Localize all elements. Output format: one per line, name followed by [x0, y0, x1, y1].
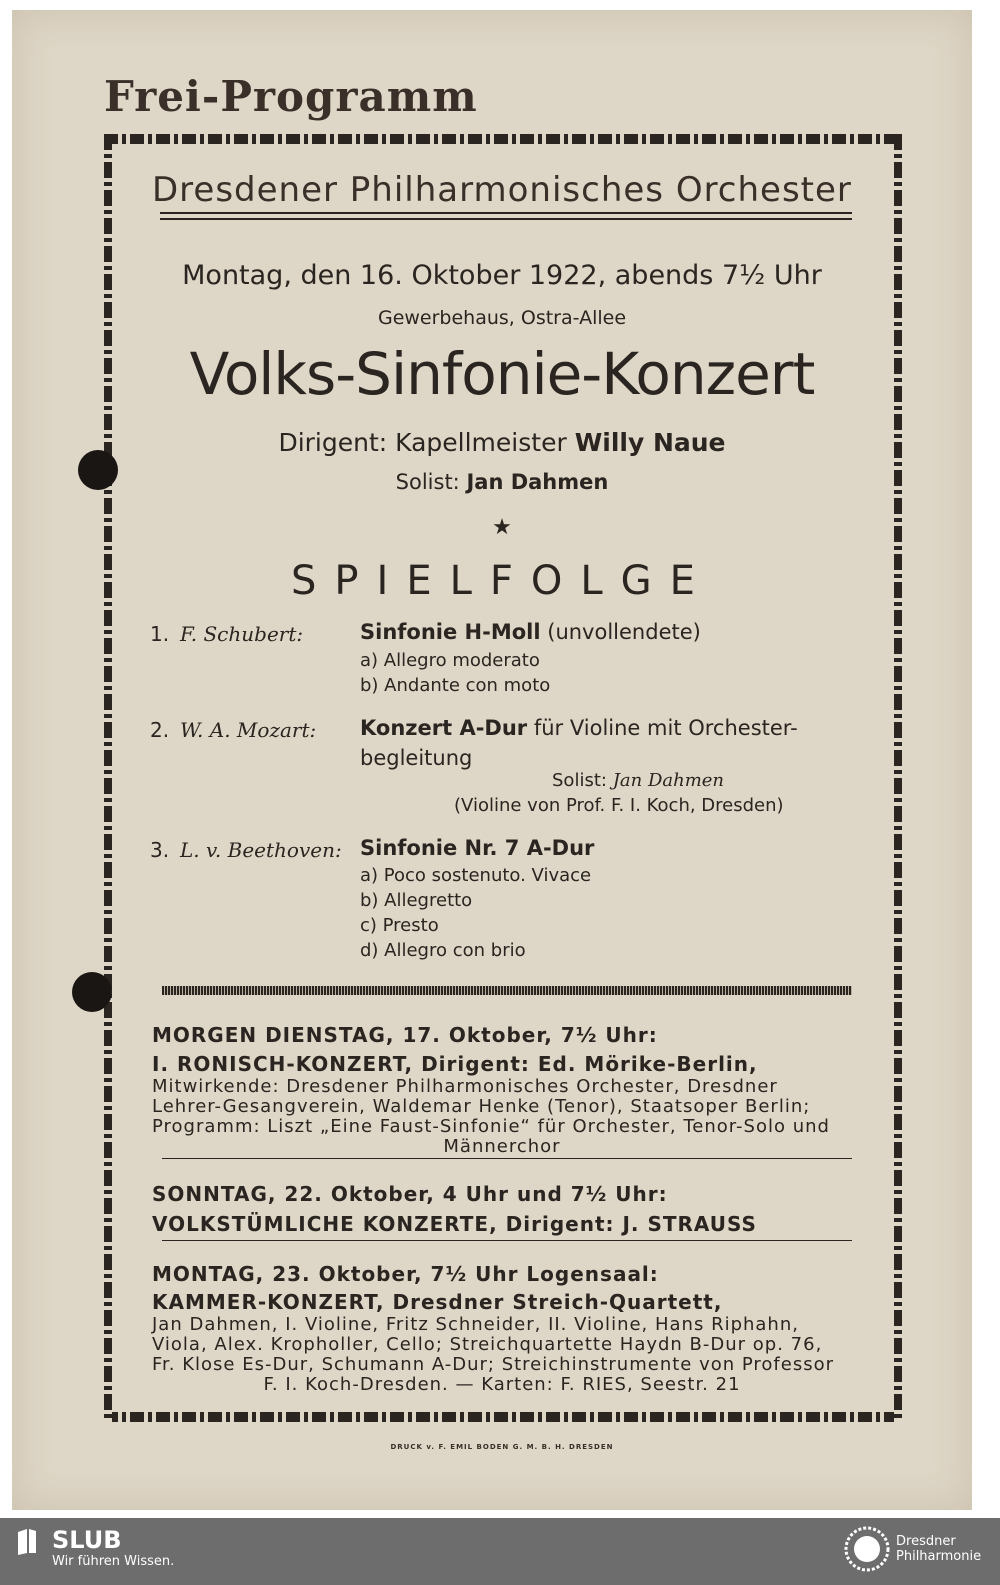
announcement-line: Viola, Alex. Kropholler, Cello; Streichquartette Haydn B-Dur op. 76,	[152, 1334, 823, 1355]
philharmonie-line2: Philharmonie	[896, 1549, 982, 1564]
program-sheet	[12, 10, 972, 1510]
announcement-line: Lehrer-Gesangverein, Waldemar Henke (Tenor), Staatsoper Berlin;	[152, 1096, 811, 1117]
movement: a) Allegro moderato	[360, 650, 540, 671]
announcement-line: VOLKSTÜMLICHE KONZERTE, Dirigent: J. STRAUSS	[152, 1212, 757, 1236]
program-composer: L. v. Beethoven:	[180, 838, 342, 862]
movement: b) Andante con moto	[360, 675, 551, 696]
movement: c) Presto	[360, 915, 439, 936]
orchestra-name: Dresdener Philharmonisches Orchester	[152, 170, 852, 210]
announcement-line: Programm: Liszt „Eine Faust-Sinfonie“ für Orchester, Tenor-Solo und	[152, 1116, 830, 1137]
movement: d) Allegro con brio	[360, 940, 526, 961]
announcement-line: Männerchor	[443, 1136, 561, 1157]
program-composer: F. Schubert:	[180, 622, 304, 646]
conductor-label: Dirigent: Kapellmeister	[278, 428, 567, 457]
program-number: 1.	[150, 622, 170, 646]
soloist-line	[152, 470, 852, 494]
announcement-heading: SONNTAG, 22. Oktober, 4 Uhr und 7½ Uhr:	[152, 1182, 668, 1206]
work-continuation: begleitung	[360, 746, 473, 770]
star-icon: ★	[492, 515, 512, 540]
work-note: für Violine mit Orchester-	[533, 716, 798, 740]
philharmonie-logo-icon	[844, 1526, 890, 1572]
announcement-line: Mitwirkende: Dresdener Philharmonisches Orchester, Dresdner	[152, 1076, 778, 1097]
border-right	[894, 134, 902, 1422]
announcement-line: Fr. Klose Es-Dur, Schumann A-Dur; Streichinstrumente von Professor	[152, 1354, 835, 1375]
announcement-heading: MORGEN DIENSTAG, 17. Oktober, 7½ Uhr:	[152, 1023, 658, 1047]
philharmonie-name	[896, 1534, 981, 1564]
work-note: (unvollendete)	[547, 620, 701, 644]
program-composer: W. A. Mozart:	[180, 718, 317, 742]
soloist-name: Jan Dahmen	[466, 470, 609, 494]
movement: a) Poco sostenuto. Vivace	[360, 865, 592, 886]
philharmonie-line1: Dresdner	[896, 1534, 956, 1549]
punch-hole	[72, 972, 112, 1012]
soloist-label: Solist:	[552, 770, 607, 791]
program-number: 3.	[150, 838, 170, 862]
divider-line	[162, 1240, 852, 1241]
work-title: Sinfonie Nr. 7 A-Dur	[360, 836, 595, 860]
soloist-credit	[552, 770, 724, 791]
punch-hole	[78, 450, 118, 490]
program-work	[360, 836, 594, 860]
concert-title: Volks-Sinfonie-Konzert	[189, 340, 815, 408]
announcement-line: I. RONISCH-KONZERT, Dirigent: Ed. Mörike-Berlin,	[152, 1052, 758, 1076]
violin-note: (Violine von Prof. F. I. Koch, Dresden)	[454, 795, 784, 816]
work-title: Sinfonie H-Moll	[360, 620, 541, 644]
work-title: Konzert A-Dur	[360, 716, 528, 740]
page-title: Frei-Programm	[104, 72, 478, 121]
border-top	[104, 134, 902, 144]
program-work	[360, 716, 798, 740]
divider-line	[160, 218, 852, 220]
movement: b) Allegretto	[360, 890, 473, 911]
announcement-line: KAMMER-KONZERT, Dresdner Streich-Quartett,	[152, 1290, 723, 1314]
concert-date: Montag, den 16. Oktober 1922, abends 7½ Uhr	[182, 260, 822, 291]
slub-name: SLUB	[52, 1526, 122, 1554]
footer-bar	[0, 1518, 1000, 1585]
slub-logo-icon	[16, 1528, 38, 1556]
border-bottom	[104, 1412, 902, 1422]
program-heading: SPIELFOLGE	[291, 558, 713, 604]
program-work	[360, 620, 701, 644]
printer-imprint: DRUCK v. F. EMIL BODEN G. M. B. H. DRESDEN	[390, 1443, 614, 1451]
border-left	[104, 134, 112, 1422]
concert-venue: Gewerbehaus, Ostra-Allee	[377, 307, 627, 329]
slub-tagline: Wir führen Wissen.	[52, 1554, 175, 1569]
divider-line	[162, 1158, 852, 1159]
program-number: 2.	[150, 718, 170, 742]
announcement-heading: MONTAG, 23. Oktober, 7½ Uhr Logensaal:	[152, 1262, 659, 1286]
conductor-name: Willy Naue	[574, 428, 726, 457]
announcement-line: Jan Dahmen, I. Violine, Fritz Schneider, II. Violine, Hans Riphahn,	[152, 1314, 799, 1335]
announcement-line: F. I. Koch-Dresden. — Karten: F. RIES, Seestr. 21	[263, 1374, 741, 1395]
soloist-name: Jan Dahmen	[612, 770, 725, 791]
section-divider	[162, 986, 852, 995]
conductor-line	[152, 428, 852, 457]
divider-line	[160, 212, 852, 214]
soloist-label: Solist:	[395, 470, 460, 494]
